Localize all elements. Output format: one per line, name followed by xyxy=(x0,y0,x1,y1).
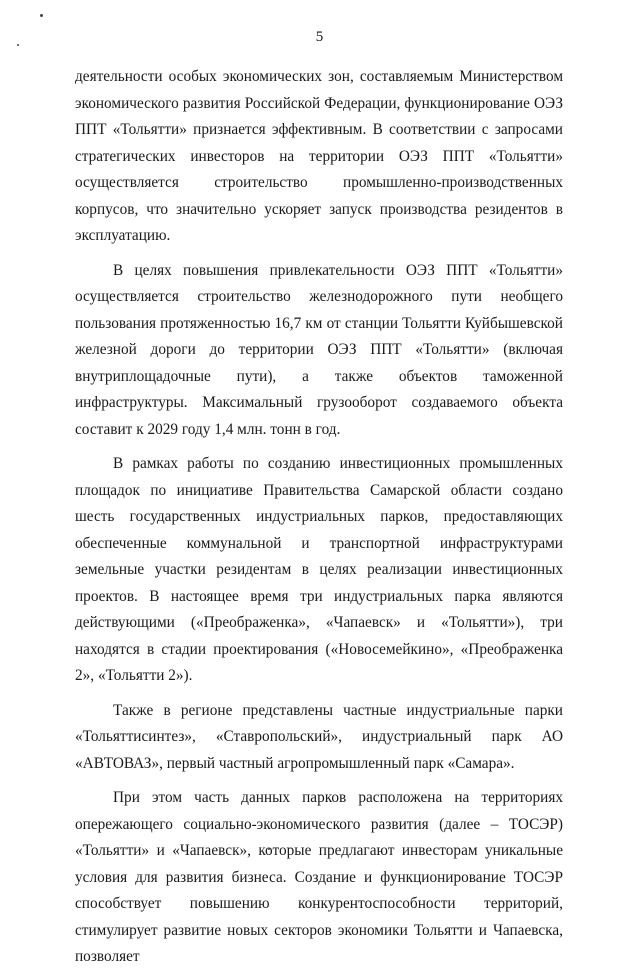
paragraph-5: При этом часть данных парков расположена на территориях опережающего социально-экономического развития (далее – ТОСЭР) «Тольятти» и «Чапаевск», которые предлагают инвесторам уникальные условия для развития бизнеса. Создание и функционирование ТОСЭР способствует повышению конкурентоспособности территорий, стимулирует развитие новых секторов экономики Тольятти и Чапаевска, позволяет xyxy=(75,789,563,965)
document-body xyxy=(75,64,563,971)
paragraph-1: деятельности особых экономических зон, составляемым Министерством экономического развития Российской Федерации, функционирование ОЭЗ ППТ «Тольятти» признается эффективным. В соответствии с запросами стратегических инвесторов на территории ОЭЗ ППТ «Тольятти» осуществляется строительство промышленно-производственных корпусов, что значительно ускоряет запуск производства резидентов в эксплуатацию. xyxy=(75,68,563,244)
paragraph-4: Также в регионе представлены частные индустриальные парки «Тольяттисинтез», «Ставропольский», индустриальный парк АО «АВТОВАЗ», первый частный агропромышленный парк «Самара». xyxy=(75,701,563,772)
paragraph-3: В рамках работы по созданию инвестиционных промышленных площадок по инициативе Правительства Самарской области создано шесть государственных индустриальных парков, предоставляющих обеспеченные коммунальной и транспортной инфраструктурами земельные участки резидентам в целях реализации инвестиционных проектов. В настоящее время три индустриальных парка являются действующими («Преображенка», «Чапаевск» и «Тольятти»), три находятся в стадии проектирования («Новосемейкино», «Преображенка 2», «Тольятти 2»). xyxy=(75,455,563,684)
page-number: 5 xyxy=(315,29,324,45)
paragraph-2: В целях повышения привлекательности ОЭЗ ППТ «Тольятти» осуществляется строительство железнодорожного пути необщего пользования протяженностью 16,7 км от станции Тольятти Куйбышевской железной дороги до территории ОЭЗ ППТ «Тольятти» (включая внутриплощадочные пути), а также объектов таможенной инфраструктуры. Максимальный грузооборот создаваемого объекта составит к 2029 году 1,4 млн. тонн в год. xyxy=(75,261,563,438)
scan-speck xyxy=(40,14,43,17)
